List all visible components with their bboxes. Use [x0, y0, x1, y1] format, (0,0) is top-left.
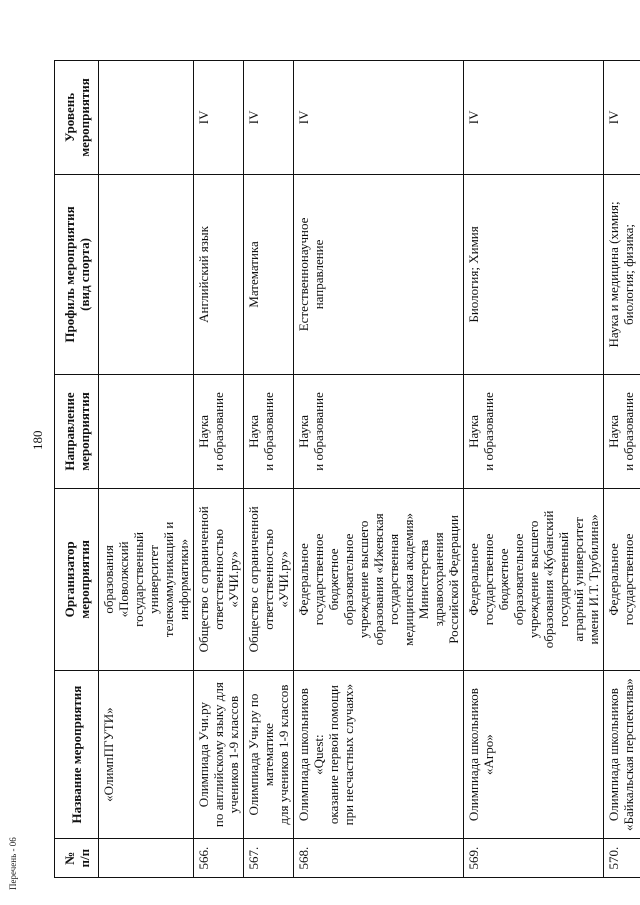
header-direction: Направление мероприятия — [55, 375, 99, 489]
cell-level: IV — [604, 61, 640, 175]
table-row — [194, 61, 244, 878]
cell-num: 568. — [294, 839, 464, 878]
page-number: 180 — [30, 430, 45, 450]
rotated-table-container — [54, 60, 636, 878]
cell-level: IV — [294, 61, 464, 175]
cell-organizer: Федеральное государственное — [604, 488, 640, 670]
cell-profile: Наука и медицина (химия; биология; физика; — [604, 174, 640, 374]
cell-profile: Английский язык — [194, 174, 244, 374]
table-row — [604, 61, 640, 878]
events-table — [54, 60, 640, 878]
cell-profile — [99, 174, 194, 374]
cell-direction — [99, 375, 194, 489]
cell-name: Олимпиада школьников «Quest: оказание первой помощи при несчастных случаях» — [294, 670, 464, 838]
cell-num: 566. — [194, 839, 244, 878]
header-profile: Профиль мероприятия (вид спорта) — [55, 174, 99, 374]
cell-num — [99, 839, 194, 878]
cell-level — [99, 61, 194, 175]
cell-direction: Наука и образование — [294, 375, 464, 489]
cell-profile: Математика — [244, 174, 294, 374]
cell-organizer: Федеральное государственное бюджетное образовательное учреждение высшего образования «Кубанский государственный аграрный университет имени И.Т. Трубилина» — [464, 488, 604, 670]
cell-profile: Биология; Химия — [464, 174, 604, 374]
cell-organizer: Общество с ограниченной ответственностью «УЧИ.ру» — [244, 488, 294, 670]
cell-level: IV — [464, 61, 604, 175]
cell-num: 569. — [464, 839, 604, 878]
cell-level: IV — [194, 61, 244, 175]
header-num: № п/п — [55, 839, 99, 878]
header-name: Название мероприятия — [55, 670, 99, 838]
header-organizer: Организатор мероприятия — [55, 488, 99, 670]
table-header-row — [55, 61, 99, 878]
cell-num: 570. — [604, 839, 640, 878]
cell-level: IV — [244, 61, 294, 175]
header-level: Уровень мероприятия — [55, 61, 99, 175]
table-row — [464, 61, 604, 878]
cell-direction: Наука и образование — [244, 375, 294, 489]
cell-profile: Естественнонаучное направление — [294, 174, 464, 374]
cell-name: Олимпиада Учи.ру по английскому языку для учеников 1-9 классов — [194, 670, 244, 838]
cell-direction: Наука и образование — [464, 375, 604, 489]
footer-label: Перечень - 06 — [8, 837, 18, 890]
cell-organizer: Федеральное государственное бюджетное образовательное учреждение высшего образования «Ижевская государственная медицинская академия» Министерства здравоохранения Российской Федерации — [294, 488, 464, 670]
table-row — [294, 61, 464, 878]
cell-direction: Наука и образование — [194, 375, 244, 489]
cell-organizer: образования «Поволжский государственный университет телекоммуникаций и информатики» — [99, 488, 194, 670]
cell-name: Олимпиада школьников «Байкальская перспектива» — [604, 670, 640, 838]
table-row — [244, 61, 294, 878]
cell-organizer: Общество с ограниченной ответственностью «УЧИ.ру» — [194, 488, 244, 670]
cell-name: Олимпиада школьников «Агро» — [464, 670, 604, 838]
table-row — [99, 61, 194, 878]
cell-name: Олимпиада Учи.ру по математике для учеников 1-9 классов — [244, 670, 294, 838]
cell-direction: Наука и образование — [604, 375, 640, 489]
cell-num: 567. — [244, 839, 294, 878]
cell-name: «ОлимпПГУТИ» — [99, 670, 194, 838]
